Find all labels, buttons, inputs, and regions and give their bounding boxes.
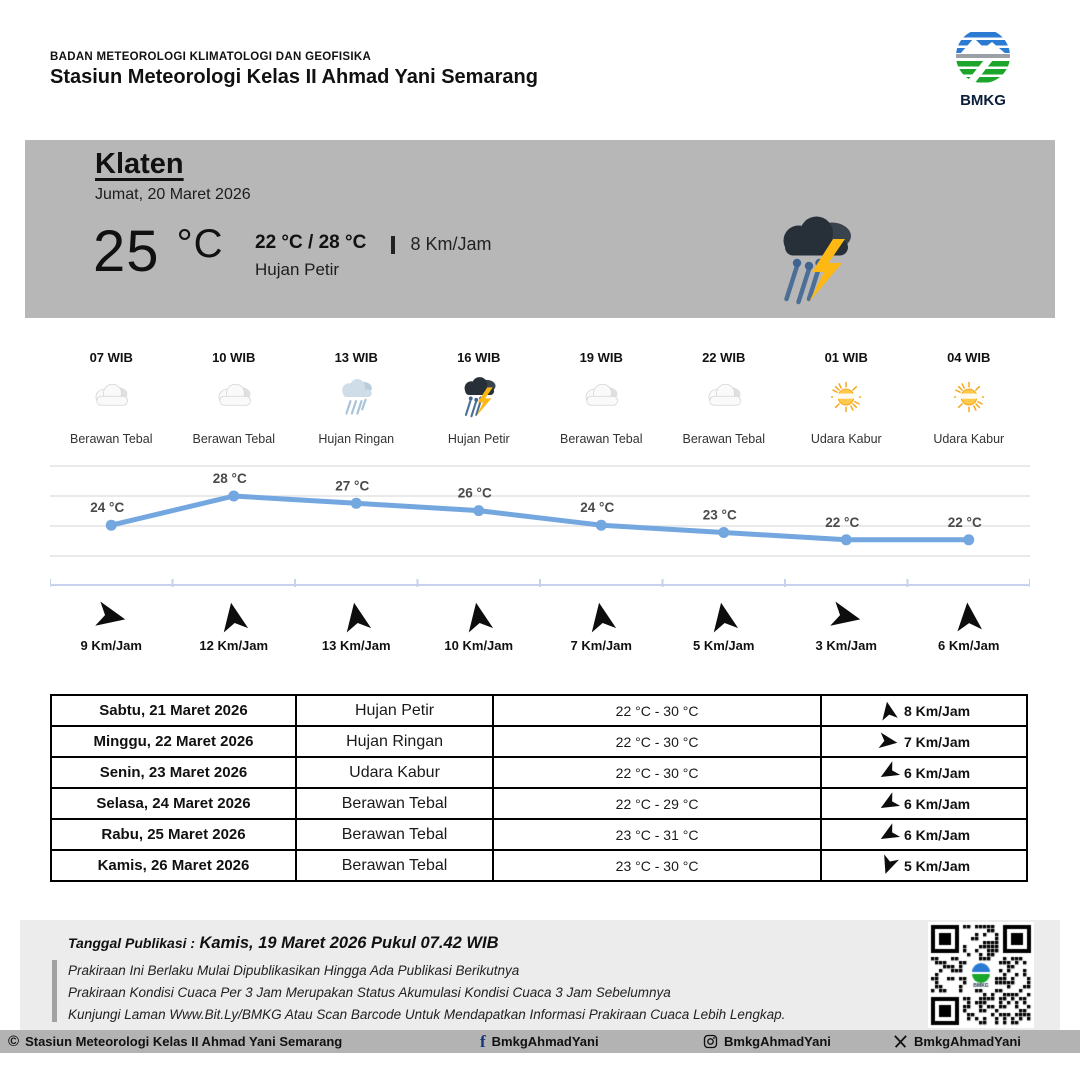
chart-point-label: 28 °C bbox=[212, 471, 247, 486]
wind-forecast-strip bbox=[50, 600, 1030, 653]
wind-speed-label: 6 Km/Jam bbox=[938, 638, 1000, 653]
footer-notes bbox=[68, 960, 785, 1026]
condition-label: Berawan Tebal bbox=[682, 432, 765, 446]
daily-date: Senin, 23 Maret 2026 bbox=[51, 757, 296, 788]
daily-temp-range: 22 °C - 30 °C bbox=[493, 695, 821, 726]
daily-condition: Berawan Tebal bbox=[296, 819, 493, 850]
hour-label: 10 WIB bbox=[212, 350, 256, 365]
daily-wind bbox=[821, 819, 1027, 850]
bmkg-logo bbox=[948, 24, 1018, 110]
condition-label: Hujan Ringan bbox=[318, 432, 395, 446]
table-row bbox=[51, 819, 1027, 850]
wind-direction-icon bbox=[391, 236, 395, 254]
table-row bbox=[51, 788, 1027, 819]
berawan-tebal-icon bbox=[577, 375, 625, 419]
chart-point-label: 24 °C bbox=[580, 500, 615, 516]
hourly-forecast-item bbox=[663, 350, 786, 446]
daily-wind bbox=[821, 695, 1027, 726]
daily-wind bbox=[821, 788, 1027, 819]
wind-arrow-icon bbox=[876, 698, 900, 722]
condition-label: Berawan Tebal bbox=[70, 432, 153, 446]
daily-date: Sabtu, 21 Maret 2026 bbox=[51, 695, 296, 726]
footer-accent-bar bbox=[52, 960, 57, 1022]
wind-arrow-icon bbox=[874, 820, 903, 849]
bmkg-logo-text: BMKG bbox=[960, 92, 1006, 109]
daily-wind bbox=[821, 726, 1027, 757]
wind-speed-label: 10 Km/Jam bbox=[444, 638, 514, 653]
wind-arrow-icon bbox=[337, 597, 375, 635]
wind-forecast-item bbox=[295, 600, 418, 653]
chart-point-label: 24 °C bbox=[90, 500, 125, 516]
hourly-forecast-item bbox=[173, 350, 296, 446]
temperature-range: 22 °C / 28 °C bbox=[255, 232, 367, 253]
wind-speed-label: 7 Km/Jam bbox=[570, 638, 632, 653]
qr-code bbox=[928, 922, 1034, 1028]
facebook-handle: f BmkgAhmadYani bbox=[480, 1032, 599, 1051]
wind-speed-label: 5 Km/Jam bbox=[903, 857, 971, 874]
social-bar bbox=[0, 1030, 1080, 1053]
hourly-forecast-item bbox=[295, 350, 418, 446]
wind-arrow-icon bbox=[875, 852, 902, 879]
table-row bbox=[51, 757, 1027, 788]
hour-label: 13 WIB bbox=[334, 350, 378, 365]
chart-point-label: 22 °C bbox=[947, 514, 982, 530]
hourly-forecast-item bbox=[418, 350, 541, 446]
x-handle: BmkgAhmadYani bbox=[893, 1030, 1021, 1053]
daily-date: Kamis, 26 Maret 2026 bbox=[51, 850, 296, 881]
current-temperature: 25 $^{^\circ C}$ bbox=[93, 219, 224, 284]
daily-wind bbox=[821, 850, 1027, 881]
footer-note: Kunjungi Laman Www.Bit.Ly/BMKG Atau Scan Barcode Untuk Mendapatkan Informasi Prakiraan Cuaca Lebih Lengkap. bbox=[68, 1007, 786, 1022]
wind-speed-label: 7 Km/Jam bbox=[903, 733, 971, 750]
condition-label: Hujan Petir bbox=[255, 260, 340, 279]
instagram-icon bbox=[703, 1034, 718, 1049]
hujan-petir-icon bbox=[455, 375, 503, 419]
wind-speed-label: 3 Km/Jam bbox=[815, 638, 877, 653]
wind-arrow-icon bbox=[827, 597, 866, 636]
table-row bbox=[51, 850, 1027, 881]
copyright-icon: © bbox=[8, 1033, 20, 1050]
table-row bbox=[51, 726, 1027, 757]
wind-speed-label: 12 Km/Jam bbox=[199, 638, 269, 653]
daily-temp-range: 22 °C - 30 °C bbox=[493, 726, 821, 757]
hour-label: 07 WIB bbox=[89, 350, 133, 365]
wind-forecast-item bbox=[173, 600, 296, 653]
wind-speed-label: 8 Km/Jam bbox=[410, 234, 492, 254]
daily-condition: Udara Kabur bbox=[296, 757, 493, 788]
daily-condition: Hujan Ringan bbox=[296, 726, 493, 757]
wind-forecast-item bbox=[418, 600, 541, 653]
table-row bbox=[51, 695, 1027, 726]
daily-condition: Berawan Tebal bbox=[296, 850, 493, 881]
daily-wind bbox=[821, 757, 1027, 788]
hour-label: 22 WIB bbox=[702, 350, 746, 365]
hourly-forecast-strip bbox=[50, 350, 1030, 446]
current-wind bbox=[391, 234, 492, 255]
wind-arrow-icon bbox=[874, 789, 903, 818]
hourly-forecast-item bbox=[540, 350, 663, 446]
hour-label: 16 WIB bbox=[457, 350, 501, 365]
hourly-forecast-item bbox=[908, 350, 1031, 446]
daily-temp-range: 23 °C - 30 °C bbox=[493, 850, 821, 881]
publication-date: Tanggal Publikasi : Kamis, 19 Maret 2026 Pukul 07.42 WIB bbox=[68, 934, 499, 952]
wind-speed-label: 6 Km/Jam bbox=[903, 826, 971, 843]
wind-forecast-item bbox=[908, 600, 1031, 653]
daily-date: Minggu, 22 Maret 2026 bbox=[51, 726, 296, 757]
wind-arrow-icon bbox=[705, 597, 743, 635]
page-title: Stasiun Meteorologi Kelas II Ahmad Yani Semarang bbox=[50, 66, 538, 88]
wind-forecast-item bbox=[663, 600, 786, 653]
daily-temp-range: 22 °C - 30 °C bbox=[493, 757, 821, 788]
condition-label: Berawan Tebal bbox=[192, 432, 275, 446]
copyright-line: © Stasiun Meteorologi Kelas II Ahmad Yani Semarang bbox=[8, 1033, 343, 1050]
daily-condition: Berawan Tebal bbox=[296, 788, 493, 819]
wind-speed-label: 6 Km/Jam bbox=[903, 795, 971, 812]
daily-date: Rabu, 25 Maret 2026 bbox=[51, 819, 296, 850]
city-name: Klaten bbox=[95, 148, 184, 180]
udara-kabur-icon bbox=[822, 375, 870, 419]
berawan-tebal-icon bbox=[210, 375, 258, 419]
chart-point-label: 26 °C bbox=[457, 485, 492, 501]
hour-label: 04 WIB bbox=[947, 350, 991, 365]
wind-speed-label: 9 Km/Jam bbox=[80, 638, 142, 653]
wind-forecast-item bbox=[540, 600, 663, 653]
hourly-forecast-item bbox=[785, 350, 908, 446]
instagram-handle: BmkgAhmadYani bbox=[703, 1030, 831, 1053]
temperature-chart bbox=[50, 458, 1030, 598]
condition-label: Hujan Petir bbox=[447, 432, 510, 446]
hujan-ringan-icon bbox=[332, 375, 380, 419]
berawan-tebal-icon bbox=[87, 375, 135, 419]
udara-kabur-icon bbox=[945, 375, 993, 419]
footer-note: Prakiraan Kondisi Cuaca Per 3 Jam Merupakan Status Akumulasi Kondisi Cuaca 3 Jam Sebelumnya bbox=[68, 985, 671, 1000]
wind-arrow-icon bbox=[460, 597, 498, 635]
current-conditions-panel bbox=[25, 140, 1055, 318]
chart-point-label: 22 °C bbox=[825, 514, 860, 530]
condition-label: Udara Kabur bbox=[933, 432, 1005, 446]
wind-arrow-icon bbox=[874, 758, 903, 787]
condition-label: Berawan Tebal bbox=[560, 432, 643, 446]
hour-label: 19 WIB bbox=[579, 350, 623, 365]
condition-label: Udara Kabur bbox=[810, 432, 882, 446]
wind-speed-label: 13 Km/Jam bbox=[321, 638, 391, 653]
daily-temp-range: 23 °C - 31 °C bbox=[493, 819, 821, 850]
daily-condition: Hujan Petir bbox=[296, 695, 493, 726]
hour-label: 01 WIB bbox=[824, 350, 868, 365]
wind-arrow-icon bbox=[582, 597, 620, 635]
x-icon bbox=[893, 1034, 908, 1049]
wind-forecast-item bbox=[785, 600, 908, 653]
wind-forecast-item bbox=[50, 600, 173, 653]
wind-arrow-icon bbox=[951, 599, 987, 635]
agency-name: BADAN METEOROLOGI KLIMATOLOGI DAN GEOFISIKA bbox=[50, 51, 372, 63]
daily-temp-range: 22 °C - 29 °C bbox=[493, 788, 821, 819]
wind-arrow-icon bbox=[92, 597, 131, 636]
facebook-icon: f bbox=[480, 1032, 486, 1051]
hourly-forecast-item bbox=[50, 350, 173, 446]
footer-note: Prakiraan Ini Berlaku Mulai Dipublikasikan Hingga Ada Publikasi Berikutnya bbox=[68, 963, 520, 978]
chart-point-label: 27 °C bbox=[335, 478, 370, 494]
current-date: Jumat, 20 Maret 2026 bbox=[95, 186, 251, 203]
chart-point-label: 23 °C bbox=[702, 507, 737, 523]
wind-arrow-icon bbox=[215, 597, 253, 635]
wind-speed-label: 5 Km/Jam bbox=[693, 638, 755, 653]
daily-forecast-table bbox=[50, 694, 1028, 882]
wind-speed-label: 8 Km/Jam bbox=[903, 702, 971, 719]
wind-speed-label: 6 Km/Jam bbox=[903, 764, 971, 781]
publication-footer bbox=[20, 920, 1060, 1030]
thunderstorm-icon bbox=[765, 212, 865, 308]
daily-date: Selasa, 24 Maret 2026 bbox=[51, 788, 296, 819]
wind-arrow-icon bbox=[877, 730, 901, 754]
berawan-tebal-icon bbox=[700, 375, 748, 419]
